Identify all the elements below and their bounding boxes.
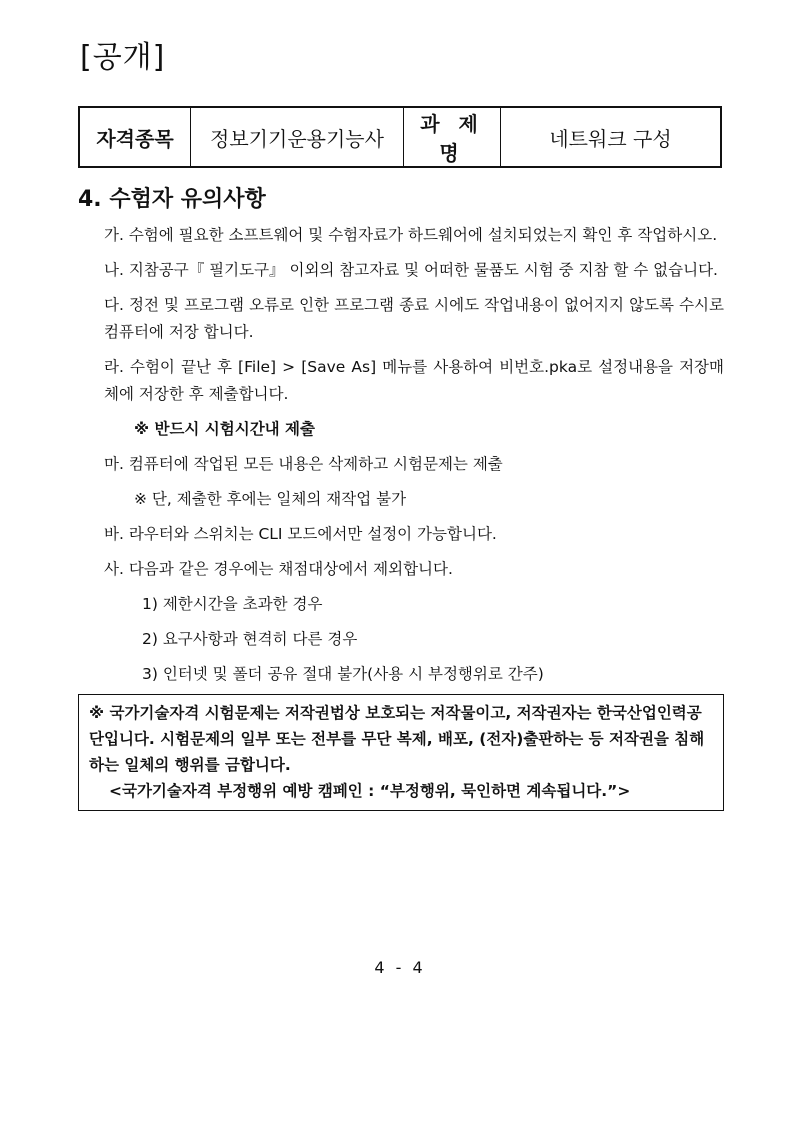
exam-info-table: [78, 106, 722, 168]
disclosure-tag: [공개]: [80, 40, 166, 75]
copyright-text: ※ 국가기술자격 시험문제는 저작권법상 보호되는 저작물이고, 저작권자는 한국산업인력공단입니다. 시험문제의 일부 또는 전부를 무단 복제, 배포, (전자)출판하는 등 저작권을 침해하는 일체의 행위를 금합니다.: [89, 704, 705, 774]
instruction-ga: 가. 수험에 필요한 소프트웨어 및 수험자료가 하드웨어에 설치되었는지 확인 후 작업하시오.: [104, 226, 718, 244]
task-name-value: 네트워크 구성: [501, 107, 722, 167]
qualification-value: 정보기기운용기능사: [191, 107, 404, 167]
copyright-notice-box: [78, 694, 724, 811]
instruction-sa-1: 1) 제한시간을 초과한 경우: [142, 595, 323, 613]
instruction-na: 나. 지참공구『 필기도구』 이외의 참고자료 및 어떠한 물품도 시험 중 지참 할 수 없습니다.: [104, 261, 718, 279]
task-name-label: 과 제 명: [404, 107, 501, 167]
campaign-text: <국가기술자격 부정행위 예방 캠페인 : “부정행위, 묵인하면 계속됩니다.”>: [109, 782, 631, 800]
instruction-sa: 사. 다음과 같은 경우에는 채점대상에서 제외합니다.: [104, 560, 453, 578]
page-number: 4 - 4: [374, 958, 426, 977]
instruction-ra-note: ※ 반드시 시험시간내 제출: [134, 420, 315, 438]
instruction-ma: 마. 컴퓨터에 작업된 모든 내용은 삭제하고 시험문제는 제출: [104, 455, 503, 473]
instruction-ma-note: ※ 단, 제출한 후에는 일체의 재작업 불가: [134, 490, 407, 508]
instructions-list: [104, 222, 724, 696]
instruction-sa-3: 3) 인터넷 및 폴더 공유 절대 불가(사용 시 부정행위로 간주): [142, 665, 544, 683]
instruction-ra: 라. 수험이 끝난 후 [File] > [Save As] 메뉴를 사용하여 비번호.pka로 설정내용을 저장매체에 저장한 후 제출합니다.: [104, 358, 724, 403]
instruction-sa-2: 2) 요구사항과 현격히 다른 경우: [142, 630, 358, 648]
exam-info-row: [79, 107, 721, 167]
instruction-da: 다. 정전 및 프로그램 오류로 인한 프로그램 종료 시에도 작업내용이 없어지지 않도록 수시로 컴퓨터에 저장 합니다.: [104, 296, 724, 341]
section-title: 4. 수험자 유의사항: [78, 187, 266, 212]
instruction-ba: 바. 라우터와 스위치는 CLI 모드에서만 설정이 가능합니다.: [104, 525, 497, 543]
qualification-label: 자격종목: [79, 107, 191, 167]
